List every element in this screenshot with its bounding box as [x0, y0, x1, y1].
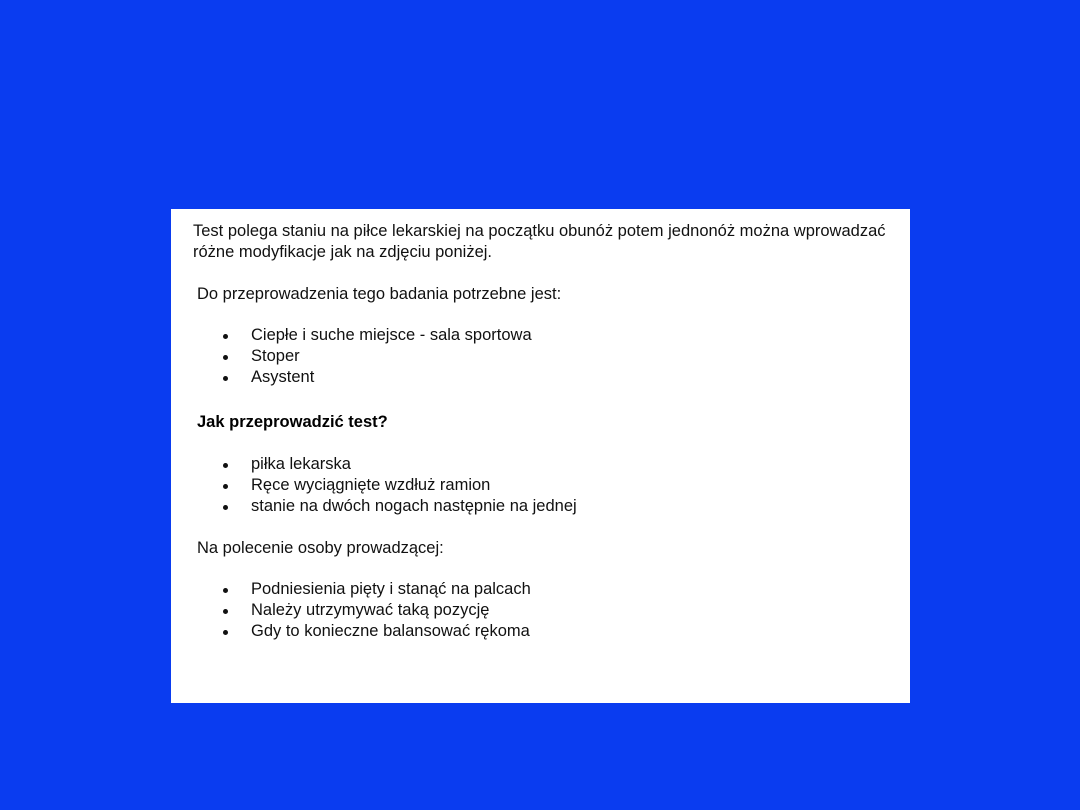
bullet-icon [223, 463, 228, 468]
list-item: stanie na dwóch nogach następnie na jednej [221, 496, 577, 517]
list-item: Ciepłe i suche miejsce - sala sportowa [221, 325, 532, 346]
bullet-icon [223, 588, 228, 593]
list-item: piłka lekarska [221, 454, 577, 475]
commands-list [221, 579, 531, 642]
list-item: Podniesienia pięty i stanąć na palcach [221, 579, 531, 600]
bullet-icon [223, 355, 228, 360]
list-item: Należy utrzymywać taką pozycję [221, 600, 531, 621]
bullet-icon [223, 376, 228, 381]
howto-list [221, 454, 577, 517]
bullet-icon [223, 505, 228, 510]
requirements-list [221, 325, 532, 388]
bullet-icon [223, 630, 228, 635]
command-heading: Na polecenie osoby prowadzącej: [197, 539, 444, 557]
intro-paragraph: Test polega staniu na piłce lekarskiej na początku obunóż potem jednonóż można wprowadzać różne modyfikacje jak na zdjęciu poniżej. [193, 222, 886, 261]
howto-heading: Jak przeprowadzić test? [197, 413, 388, 431]
requirements-heading: Do przeprowadzenia tego badania potrzebne jest: [197, 285, 562, 303]
bullet-icon [223, 334, 228, 339]
slide-content-panel [171, 209, 910, 703]
list-item: Asystent [221, 367, 532, 388]
list-item: Gdy to konieczne balansować rękoma [221, 621, 531, 642]
bullet-icon [223, 484, 228, 489]
list-item: Stoper [221, 346, 532, 367]
bullet-icon [223, 609, 228, 614]
list-item: Ręce wyciągnięte wzdłuż ramion [221, 475, 577, 496]
